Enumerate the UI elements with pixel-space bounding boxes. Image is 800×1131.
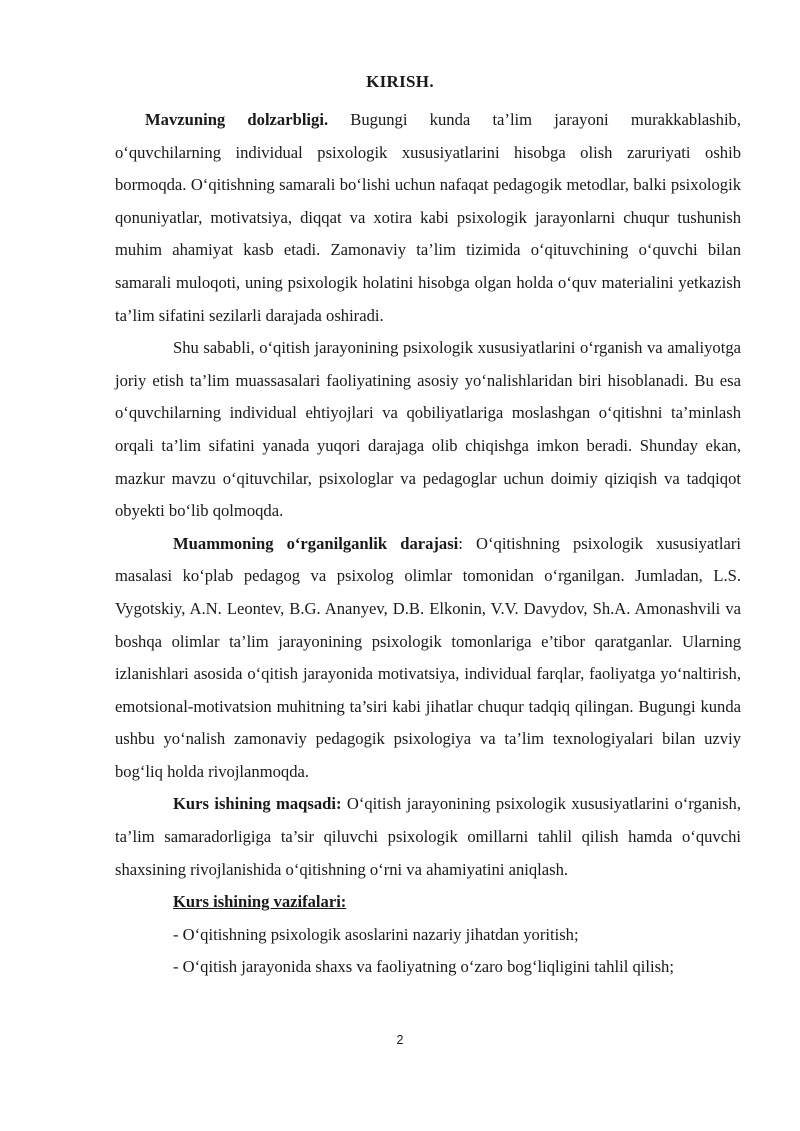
paragraph-goal <box>115 788 741 886</box>
goal-label: Kurs ishining maqsadi: <box>173 794 342 814</box>
paragraph-relevance <box>115 104 741 332</box>
document-body <box>115 104 741 984</box>
study-level-label: Muammoning o‘rganilganlik darajasi <box>173 533 459 553</box>
tasks-label: Kurs ishining vazifalari: <box>173 892 347 912</box>
goal-text: O‘qitish jarayonining psixologik xususiyatlarini o‘rganish, ta’lim samaradorligiga ta’sir qiluvchi psixologik omillarni tahlil qilish hamda o‘quvchi shaxsining rivojlanishida o‘qitishning o‘rni va ahamiyatini aniqlash. <box>115 794 741 879</box>
paragraph-importance <box>115 332 741 528</box>
relevance-label: Mavzuning dolzarbligi. <box>145 110 329 129</box>
study-level-text: : O‘qitishning psixologik xususiyatlari masalasi ko‘plab pedagog va psixolog olimlar tomonidan o‘rganilgan. Jumladan, L.S. Vygotskiy, A.N. Leontev, B.G. Ananyev, D.B. Elkonin, V.V. Davydov, Sh.A. Amonashvili va boshqa olimlar ta’lim jarayonining psixologik tomonlariga e’tibor qaratganlar. Ularning izlanishlari asosida o‘qitish jarayonida motivatsiya, individual farqlar, faoliyatga yo‘naltirish, emotsional-motivatsion muhitning ta’siri kabi jihatlar chuqur tadqiq qilingan. Bugungi kunda ushbu yo‘nalish zamonaviy pedagogik psixologiya va ta’lim texnologiyalari bilan uzviy bog‘liq holda rivojlanmoqda. <box>115 533 741 781</box>
relevance-text: Bugungi kunda ta’lim jarayoni murakkablashib, o‘quvchilarning individual psixologik xususiyatlarini hisobga olish zaruriyati oshib bormoqda. O‘qitishning samarali bo‘lishi uchun nafaqat pedagogik metodlar, balki psixologik qonuniyatlar, motivatsiya, diqqat va xotira kabi psixologik jarayonlarni chuqur tushunish muhim ahamiyat kasb etadi. Zamonaviy ta’lim tizimida o‘qituvchining o‘quvchi bilan samarali muloqoti, uning psixologik holatini hisobga olgan holda o‘quv materialini yetkazish ta’lim sifatini sezilarli darajada oshiradi. <box>115 110 741 325</box>
paragraph-study-level <box>115 528 741 789</box>
page-heading: KIRISH. <box>366 72 434 91</box>
task-item: - O‘qitishning psixologik asoslarini nazariy jihatdan yoritish; <box>173 924 579 944</box>
page-number: 2 <box>396 1033 404 1047</box>
importance-text: Shu sababli, o‘qitish jarayonining psixologik xususiyatlarini o‘rganish va amaliyotga joriy etish ta’lim muassasalari faoliyatining asosiy yo‘nalishlaridan biri hisoblanadi. Bu esa o‘quvchilarning individual ehtiyojlari va qobiliyatlariga moslashgan o‘qitishni ta’minlash orqali ta’lim sifatini yanada yuqori darajaga olib chiqishga imkon beradi. Shunday ekan, mazkur mavzu o‘qituvchilar, psixologlar va pedagoglar uchun doimiy qiziqish va tadqiqot obyekti bo‘lib qolmoqda. <box>115 338 741 521</box>
task-item: - O‘qitish jarayonida shaxs va faoliyatning o‘zaro bog‘liqligini tahlil qilish; <box>173 957 674 977</box>
tasks-heading <box>115 886 741 919</box>
